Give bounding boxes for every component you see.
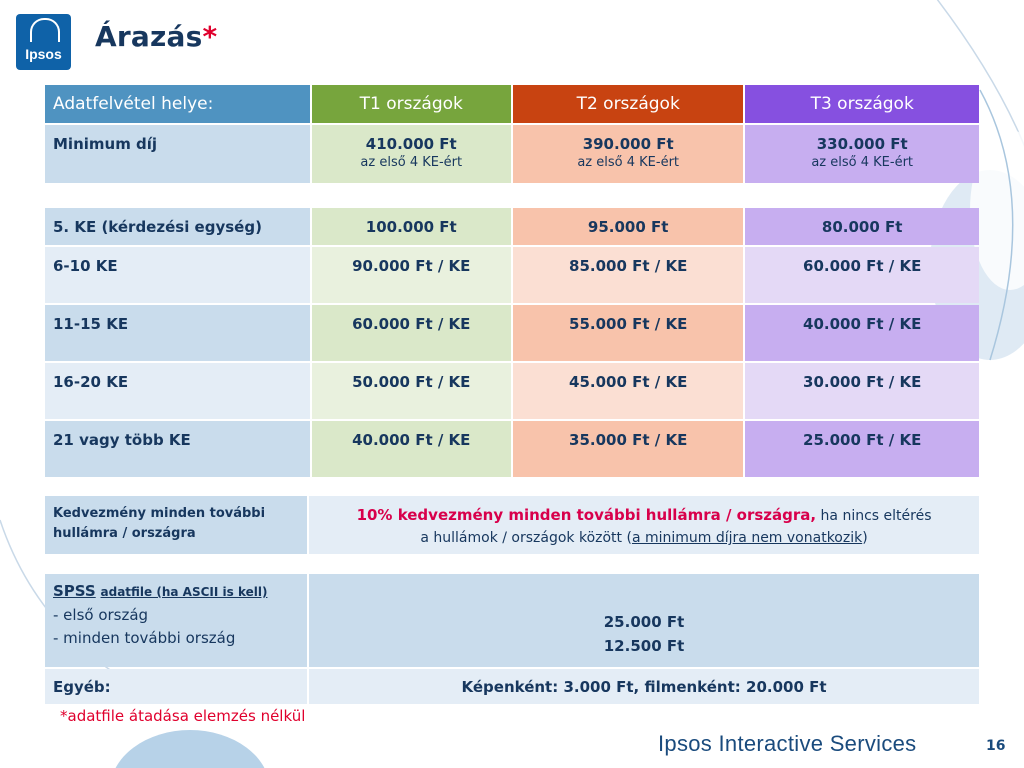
discount-table: [43, 494, 981, 556]
minimum-t3-price: 330.000 Ft: [816, 135, 908, 153]
spss-row: [45, 574, 979, 667]
tier-t3: 40.000 Ft / KE: [745, 305, 979, 361]
table-row: [45, 305, 979, 361]
discount-value: [309, 496, 979, 554]
spss-subtitle: adatfile (ha ASCII is kell): [100, 585, 268, 599]
discount-text-1: ha nincs eltérés: [816, 508, 932, 524]
table-row: [45, 421, 979, 477]
spss-label: [45, 574, 307, 667]
spss-line-1: - első ország: [53, 606, 149, 624]
discount-label: Kedvezmény minden további hullámra / országra: [45, 496, 307, 554]
tier-t2: 55.000 Ft / KE: [513, 305, 743, 361]
logo-text: Ipsos: [25, 46, 62, 62]
minimum-t3-note: az első 4 KE-ért: [811, 155, 914, 170]
minimum-t2-price: 390.000 Ft: [582, 135, 674, 153]
page-title-text: Árazás: [95, 20, 203, 53]
page-title-star: *: [202, 20, 218, 53]
discount-row: [45, 496, 979, 554]
tier-label: 6-10 KE: [45, 247, 310, 303]
footnote: *adatfile átadása elemzés nélkül: [60, 707, 306, 725]
minimum-t1: [312, 125, 511, 183]
tier-label: 16-20 KE: [45, 363, 310, 419]
tier-t2: 45.000 Ft / KE: [513, 363, 743, 419]
spss-value: [309, 574, 979, 667]
tier-t2: 35.000 Ft / KE: [513, 421, 743, 477]
tier-t2: 85.000 Ft / KE: [513, 247, 743, 303]
page-title: [95, 20, 217, 53]
spss-price-1: 25.000 Ft: [603, 613, 685, 631]
minimum-t1-note: az első 4 KE-ért: [360, 155, 463, 170]
tier-label: 11-15 KE: [45, 305, 310, 361]
discount-text-2: a hullámok / országok között (: [420, 530, 632, 546]
other-value: Képenként: 3.000 Ft, filmenként: 20.000 Ft: [309, 669, 979, 704]
spss-line-2: - minden további ország: [53, 629, 236, 647]
table-row: [45, 247, 979, 303]
header-t3: T3 országok: [745, 85, 979, 123]
tier-t1: 60.000 Ft / KE: [312, 305, 511, 361]
tier-label: 21 vagy több KE: [45, 421, 310, 477]
logo-mark-icon: [30, 18, 60, 42]
minimum-t1-price: 410.000 Ft: [365, 135, 457, 153]
header-t1: T1 országok: [312, 85, 511, 123]
spss-title: SPSS: [53, 582, 96, 600]
tier-t1: 90.000 Ft / KE: [312, 247, 511, 303]
pricing-header-table: [43, 83, 981, 185]
minimum-t2-note: az első 4 KE-ért: [577, 155, 680, 170]
discount-highlight: 10% kedvezmény minden további hullámra / országra,: [356, 506, 817, 524]
extras-table: [43, 572, 981, 706]
minimum-t3: [745, 125, 979, 183]
tier-t3: 25.000 Ft / KE: [745, 421, 979, 477]
tier-t3: 60.000 Ft / KE: [745, 247, 979, 303]
tier-pricing-table: [43, 206, 981, 479]
other-label: Egyéb:: [45, 669, 307, 704]
tier-t1: 50.000 Ft / KE: [312, 363, 511, 419]
minimum-label: Minimum díj: [45, 125, 310, 183]
tier-t1: 100.000 Ft: [312, 208, 511, 245]
page-number: 16: [986, 738, 1006, 754]
spss-price-2: 12.500 Ft: [603, 637, 685, 655]
discount-text-3: ): [862, 530, 868, 546]
footer-brand: Ipsos Interactive Services: [658, 731, 917, 756]
header-row: [45, 85, 979, 123]
header-location: Adatfelvétel helye:: [45, 85, 310, 123]
minimum-t2: [513, 125, 743, 183]
discount-link[interactable]: a minimum díjra nem vonatkozik: [631, 530, 863, 546]
table-row: [45, 363, 979, 419]
tier-t1: 40.000 Ft / KE: [312, 421, 511, 477]
minimum-row: [45, 125, 979, 183]
tier-label: 5. KE (kérdezési egység): [45, 208, 310, 245]
table-row: [45, 208, 979, 245]
header-t2: T2 országok: [513, 85, 743, 123]
other-row: [45, 669, 979, 704]
tier-t2: 95.000 Ft: [513, 208, 743, 245]
tier-t3: 30.000 Ft / KE: [745, 363, 979, 419]
tier-t3: 80.000 Ft: [745, 208, 979, 245]
ipsos-logo: [16, 14, 71, 70]
